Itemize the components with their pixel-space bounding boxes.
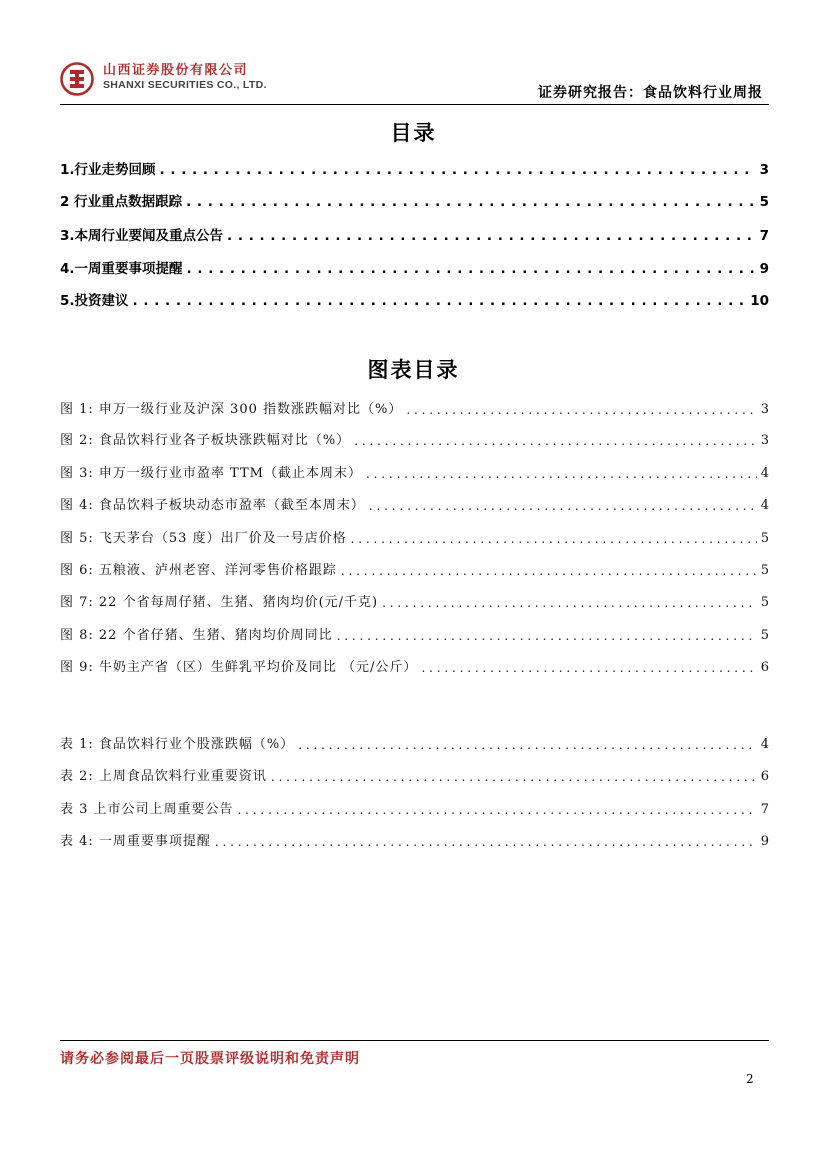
dot-leader [298,738,756,752]
report-title: 证券研究报告：食品饮料行业周报 [538,85,763,101]
dot-leader [215,835,757,849]
dot-leader [369,499,757,513]
company-name-en: SHANXI SECURITIES CO., LTD. [103,79,267,91]
toc-item[interactable] [60,289,769,309]
footer-divider [60,1040,769,1041]
dot-leader [366,467,757,481]
table-entry-label: 表 3 上市公司上周重要公告 [60,802,234,817]
figure-entry-label: 图 4: 食品饮料子板块动态市盈率（截至本周末） [60,498,365,513]
charts-toc-title: 图表目录 [367,358,460,382]
disclaimer-note: 请务必参阅最后一页股票评级说明和免责声明 [60,1051,360,1067]
dot-leader [133,293,747,309]
figure-entry-label: 图 2: 食品饮料行业各子板块涨跌幅对比（%） [60,433,351,448]
toc-item-page: 3 [759,162,769,178]
figure-entry[interactable] [60,527,769,546]
dot-leader [186,194,756,210]
table-entry-page: 9 [760,834,769,849]
header-divider [60,104,769,105]
table-entry-page: 7 [760,802,769,817]
dot-leader [187,261,756,277]
company-name-cn: 山西证券股份有限公司 [103,63,249,78]
figure-entry[interactable] [60,462,769,481]
figure-entry[interactable] [60,656,769,675]
dot-leader [351,532,757,546]
figure-entry-page: 5 [760,531,769,546]
figure-entry-page: 6 [760,660,769,675]
table-entry-page: 4 [760,737,769,752]
figure-entry-label: 图 8: 22 个省仔猪、生猪、猪肉均价周同比 [60,628,333,643]
figure-entry-page: 3 [760,402,769,417]
dot-leader [382,596,757,610]
figure-entry[interactable] [60,591,769,610]
toc-item-label: 1.行业走势回顾 [60,162,156,178]
figure-entry-label: 图 6: 五粮液、泸州老窖、洋河零售价格跟踪 [60,563,337,578]
table-entry-label: 表 4: 一周重要事项提醒 [60,834,211,849]
toc-item-label: 3.本周行业要闻及重点公告 [60,228,224,244]
figure-entry-page: 5 [760,563,769,578]
toc-item-label: 5.投资建议 [60,293,129,309]
toc-item[interactable] [60,224,769,244]
table-entry[interactable] [60,830,769,849]
company-logo-icon [60,62,94,96]
toc-title: 目录 [390,121,437,145]
table-entry[interactable] [60,798,769,817]
table-entry-label: 表 2: 上周食品饮料行业重要资讯 [60,769,267,784]
toc-item[interactable] [60,190,769,210]
table-entry-page: 6 [760,769,769,784]
figure-entry-label: 图 1: 申万一级行业及沪深 300 指数涨跌幅对比（%） [60,402,403,417]
toc-item-page: 7 [759,228,769,244]
dot-leader [337,629,757,643]
figure-entry-page: 5 [760,595,769,610]
figure-entry-label: 图 3: 申万一级行业市盈率 TTM（截止本周末） [60,466,362,481]
toc-item[interactable] [60,158,769,178]
dot-leader [341,564,757,578]
company-name [103,63,267,92]
figure-entry-label: 图 5: 飞天茅台（53 度）出厂价及一号店价格 [60,531,347,546]
dot-leader [421,661,756,675]
toc-item-page: 10 [750,293,769,309]
table-entry[interactable] [60,765,769,784]
figure-entry[interactable] [60,624,769,643]
dot-leader [406,403,756,417]
figure-entry-page: 4 [760,498,769,513]
toc-item-label: 4.一周重要事项提醒 [60,261,183,277]
toc-item[interactable] [60,257,769,277]
dot-leader [227,228,756,244]
figure-entry-page: 4 [760,466,769,481]
toc-item-page: 5 [759,194,769,210]
dot-leader [271,770,757,784]
figure-entry[interactable] [60,559,769,578]
figure-entry[interactable] [60,398,769,417]
table-entry-label: 表 1: 食品饮料行业个股涨跌幅（%） [60,737,295,752]
toc-item-page: 9 [759,261,769,277]
figure-entry-page: 5 [760,628,769,643]
dot-leader [354,434,756,448]
figure-entry-page: 3 [760,433,769,448]
figure-entry-label: 图 7: 22 个省每周仔猪、生猪、猪肉均价(元/千克) [60,595,379,610]
figure-entry-label: 图 9: 牛奶主产省（区）生鲜乳平均价及同比 （元/公斤） [60,660,418,675]
toc-item-label: 2 行业重点数据跟踪 [60,194,183,210]
dot-leader [238,803,757,817]
dot-leader [160,162,756,178]
table-entry[interactable] [60,733,769,752]
figure-entry[interactable] [60,429,769,448]
page-number: 2 [746,1072,754,1086]
figure-entry[interactable] [60,494,769,513]
